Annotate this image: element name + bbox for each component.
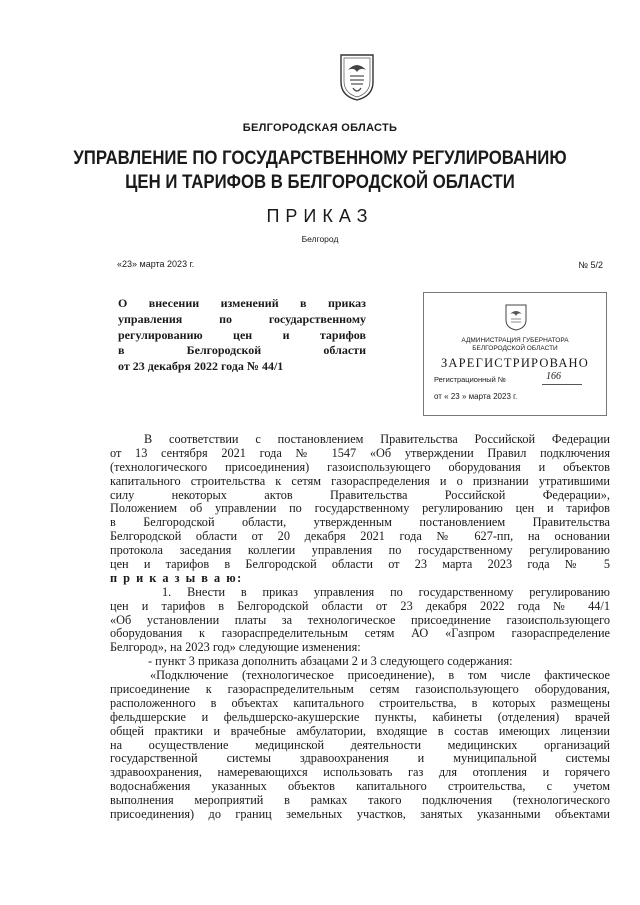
department-title [45, 146, 595, 194]
stamp-emblem-icon [504, 303, 528, 331]
body-line: от 13 сентября 2021 года № 1547 «Об утверждении Правил подключения [110, 445, 610, 460]
document-body [110, 433, 610, 822]
stamp-admin-line-2: БЕЛГОРОДСКОЙ ОБЛАСТИ [472, 345, 558, 352]
body-line: присоединения) до границ земельных участков, занятых указанными объектами [110, 807, 610, 822]
body-line: Белгород», на 2023 год» следующие изменения: [110, 640, 361, 655]
body-line: расположенного в объектах капитального строительства, в которых размещены [110, 695, 610, 710]
body-line: силу некоторых актов Правительства Российской Федерации», [110, 487, 610, 502]
body-line: «Об установлении платы за технологическое присоединение газоиспользующего [110, 612, 610, 627]
city-name: Белгород [301, 234, 339, 244]
body-line: - пункт 3 приказа дополнить абзацами 2 и 3 следующего содержания: [148, 654, 513, 669]
document-subject [118, 296, 366, 375]
body-line: водоснабжения указанных объектов капитального строительства, с учетом [110, 779, 610, 794]
subject-line: управления по государственному [118, 311, 366, 326]
body-line: Положением об управлении по государственному регулированию цен и тарифов [110, 501, 610, 516]
subject-line: О внесении изменений в приказ [118, 296, 366, 310]
subject-line: в Белгородской области [118, 343, 366, 358]
stamp-reg-value: 166 [546, 371, 561, 382]
stamp-administration [424, 337, 606, 353]
document-date: «23» марта 2023 г. [117, 259, 195, 269]
body-line: здравоохранения, намеревающихся использовать газ для отопления и горячего [110, 765, 610, 780]
stamp-reg-label: Регистрационный № [434, 375, 506, 384]
body-line: протокола заседания коллегии управления по государственному регулированию [110, 543, 610, 558]
body-line: «Подключение (технологическое присоединение), в том числе фактическое [150, 668, 610, 683]
body-line: в Белгородской области, утвержденным постановлением Правительства [110, 515, 610, 530]
stamp-admin-line-1: АДМИНИСТРАЦИЯ ГУБЕРНАТОРА [461, 337, 569, 344]
region-name: БЕЛГОРОДСКАЯ ОБЛАСТЬ [242, 122, 398, 134]
body-line-order-word: п р и к а з ы в а ю: [110, 570, 243, 585]
subject-line: от 23 декабря 2022 года № 44/1 [118, 359, 284, 374]
department-title-line-1: УПРАВЛЕНИЕ ПО ГОСУДАРСТВЕННОМУ РЕГУЛИРОВАНИЮ [73, 147, 567, 169]
body-line: государственной системы здравоохранения и муниципальной системы [110, 751, 610, 766]
subject-line: регулированию цен и тарифов [118, 327, 366, 342]
body-line: 1. Внести в приказ управления по государственному регулированию [162, 584, 610, 599]
document-number: № 5/2 [578, 260, 603, 270]
stamp-registered: ЗАРЕГИСТРИРОВАНО [440, 356, 590, 370]
body-line: присоединение к газораспределительным сетям газоиспользующего оборудования, [110, 682, 610, 697]
body-line: В соответствии с постановлением Правительства Российской Федерации [144, 432, 610, 446]
body-line: фельдшерские и фельдшерско-акушерские пункты, кабинеты (отделения) врачей [110, 709, 610, 724]
document-type: ПРИКАЗ [266, 206, 374, 226]
registration-stamp [423, 292, 607, 416]
body-line: капитального строительства к сетям газораспределения и о признании утратившими [110, 473, 610, 488]
coat-of-arms-icon [338, 52, 376, 102]
stamp-reg-underline [542, 384, 582, 385]
body-line: выполнения мероприятий в рамках такого подключения (технологического [110, 793, 610, 808]
department-title-line-2: ЦЕН И ТАРИФОВ В БЕЛГОРОДСКОЙ ОБЛАСТИ [125, 171, 515, 193]
body-line: цен и тарифов в Белгородской области от 23 декабря 2022 года № 44/1 [110, 598, 610, 613]
body-line: на осуществление медицинской деятельности медицинских организаций [110, 737, 610, 752]
stamp-date: от « 23 » марта 2023 г. [434, 392, 518, 401]
body-line: Белгородской области от 20 декабря 2021 года № 627-пп, на основании [110, 529, 610, 544]
body-line: оборудования к газораспределительным сетям АО «Газпром газораспределение [110, 626, 610, 641]
body-line: (технологического присоединения) газоиспользующего оборудования и объектов [110, 459, 610, 474]
body-line: цен и тарифов в Белгородской области от 23 марта 2023 года № 5 [110, 557, 610, 572]
body-line: общей практики и врачебные амбулатории, входящие в состав имеющих лицензии [110, 723, 610, 738]
